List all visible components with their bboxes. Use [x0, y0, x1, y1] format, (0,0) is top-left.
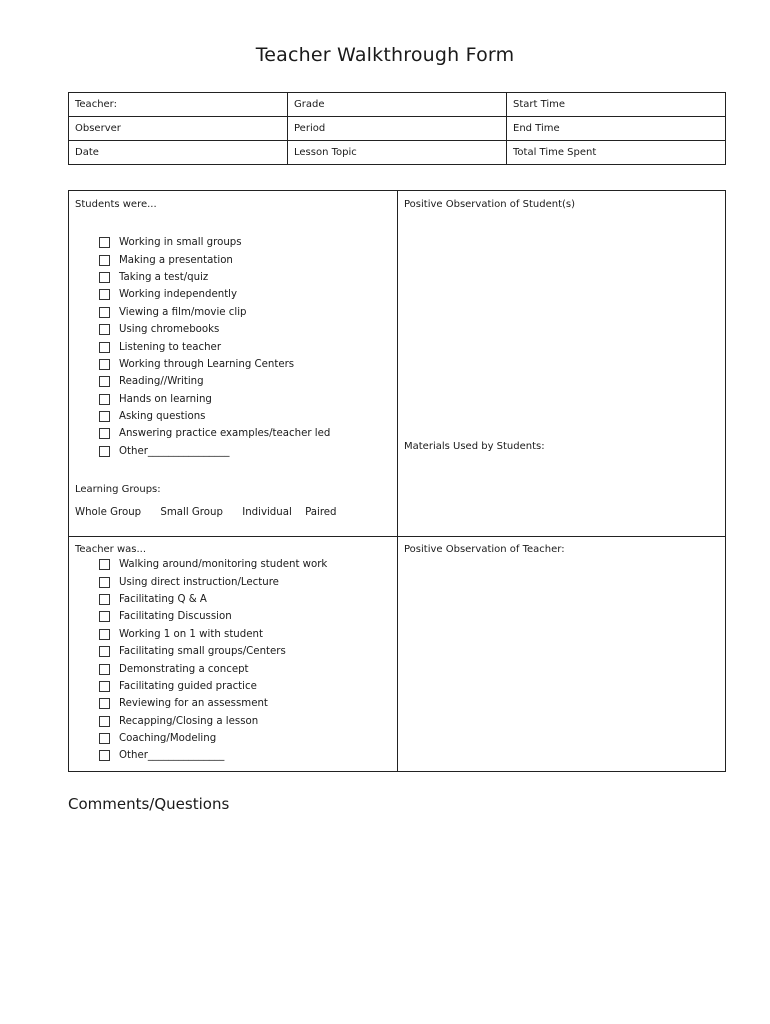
checkbox[interactable]: [99, 733, 110, 744]
lesson-topic-field[interactable]: Lesson Topic: [288, 141, 507, 165]
checklist-item[interactable]: [99, 695, 327, 712]
students-checklist: [99, 234, 330, 460]
positive-teacher-label: Positive Observation of Teacher:: [404, 544, 565, 555]
table-row: [69, 141, 726, 165]
group-whole[interactable]: Whole Group: [75, 507, 142, 518]
checklist-label: Demonstrating a concept: [119, 663, 249, 675]
checklist-label: Working independently: [119, 289, 238, 301]
checklist-label: Working 1 on 1 with student: [119, 628, 263, 640]
positive-students-label: Positive Observation of Student(s): [404, 199, 575, 210]
checkbox[interactable]: [99, 237, 110, 248]
checklist-label: Facilitating guided practice: [119, 680, 257, 692]
checkbox[interactable]: [99, 559, 110, 570]
checklist-item[interactable]: [99, 321, 330, 338]
comments-heading: Comments/Questions: [68, 795, 230, 813]
checklist-item[interactable]: [99, 626, 327, 643]
checklist-label: Using chromebooks: [119, 324, 220, 336]
checklist-item[interactable]: [99, 234, 330, 251]
checklist-item[interactable]: [99, 747, 327, 764]
students-heading: Students were...: [75, 199, 157, 210]
checkbox[interactable]: [99, 394, 110, 405]
checklist-item[interactable]: [99, 304, 330, 321]
form-title: Teacher Walkthrough Form: [255, 44, 515, 66]
checklist-item[interactable]: [99, 730, 327, 747]
checkbox[interactable]: [99, 750, 110, 761]
checklist-item[interactable]: [99, 286, 330, 303]
checklist-item[interactable]: [99, 251, 330, 268]
checkbox[interactable]: [99, 272, 110, 283]
checklist-item[interactable]: [99, 408, 330, 425]
checkbox[interactable]: [99, 577, 110, 588]
checkbox[interactable]: [99, 342, 110, 353]
checkbox[interactable]: [99, 376, 110, 387]
checklist-label: Reviewing for an assessment: [119, 698, 268, 710]
checkbox[interactable]: [99, 664, 110, 675]
checklist-item[interactable]: [99, 391, 330, 408]
checklist-label: Reading//Writing: [119, 376, 204, 388]
checklist-item[interactable]: [99, 373, 330, 390]
checklist-label: Making a presentation: [119, 254, 233, 266]
group-individual[interactable]: Individual: [242, 507, 292, 518]
group-paired[interactable]: Paired: [305, 507, 337, 518]
table-row: [69, 117, 726, 141]
materials-label: Materials Used by Students:: [404, 441, 545, 452]
checkbox[interactable]: [99, 359, 110, 370]
checklist-item[interactable]: [99, 678, 327, 695]
checkbox[interactable]: [99, 698, 110, 709]
checkbox[interactable]: [99, 255, 110, 266]
checkbox[interactable]: [99, 629, 110, 640]
checklist-item[interactable]: [99, 713, 327, 730]
checkbox[interactable]: [99, 716, 110, 727]
end-time-field[interactable]: End Time: [507, 117, 726, 141]
checklist-label: Facilitating Discussion: [119, 611, 232, 623]
checklist-item[interactable]: [99, 591, 327, 608]
checklist-item[interactable]: [99, 356, 330, 373]
checklist-label: Other_______________: [119, 750, 225, 762]
date-field[interactable]: Date: [69, 141, 288, 165]
checklist-label: Asking questions: [119, 411, 206, 423]
checkbox[interactable]: [99, 681, 110, 692]
checklist-item[interactable]: [99, 269, 330, 286]
divider: [69, 536, 725, 537]
checkbox[interactable]: [99, 324, 110, 335]
checkbox[interactable]: [99, 646, 110, 657]
checkbox[interactable]: [99, 594, 110, 605]
checklist-item[interactable]: [99, 443, 330, 460]
checklist-item[interactable]: [99, 338, 330, 355]
learning-groups-label: Learning Groups:: [75, 484, 161, 495]
checklist-label: Recapping/Closing a lesson: [119, 715, 259, 727]
table-row: [69, 93, 726, 117]
checklist-item[interactable]: [99, 608, 327, 625]
checkbox[interactable]: [99, 446, 110, 457]
group-small[interactable]: Small Group: [160, 507, 223, 518]
checklist-label: Coaching/Modeling: [119, 733, 217, 745]
checklist-label: Walking around/monitoring student work: [119, 559, 328, 571]
checkbox[interactable]: [99, 411, 110, 422]
checklist-item[interactable]: [99, 556, 327, 573]
checkbox[interactable]: [99, 307, 110, 318]
period-field[interactable]: Period: [288, 117, 507, 141]
teacher-heading: Teacher was...: [75, 544, 147, 555]
checklist-label: Taking a test/quiz: [119, 271, 209, 283]
checklist-label: Listening to teacher: [119, 341, 222, 353]
start-time-field[interactable]: Start Time: [507, 93, 726, 117]
checklist-label: Hands on learning: [119, 393, 212, 405]
observer-field[interactable]: Observer: [69, 117, 288, 141]
observation-grid: [68, 190, 726, 772]
checklist-item[interactable]: [99, 425, 330, 442]
total-time-field[interactable]: Total Time Spent: [507, 141, 726, 165]
teacher-checklist: [99, 556, 327, 765]
divider: [397, 191, 398, 771]
checkbox[interactable]: [99, 611, 110, 622]
checklist-label: Other________________: [119, 445, 230, 457]
checklist-label: Using direct instruction/Lecture: [119, 576, 279, 588]
checkbox[interactable]: [99, 289, 110, 300]
checklist-label: Working in small groups: [119, 237, 242, 249]
checklist-label: Viewing a film/movie clip: [119, 306, 247, 318]
grade-field[interactable]: Grade: [288, 93, 507, 117]
checklist-label: Working through Learning Centers: [119, 358, 295, 370]
checkbox[interactable]: [99, 428, 110, 439]
checklist-label: Facilitating Q & A: [119, 593, 207, 605]
checklist-item[interactable]: [99, 573, 327, 590]
checklist-label: Answering practice examples/teacher led: [119, 428, 331, 440]
learning-groups-options: [75, 507, 353, 518]
checklist-item[interactable]: [99, 660, 327, 677]
teacher-field[interactable]: Teacher:: [69, 93, 288, 117]
checklist-label: Facilitating small groups/Centers: [119, 646, 286, 658]
checklist-item[interactable]: [99, 643, 327, 660]
info-table: [68, 92, 726, 165]
